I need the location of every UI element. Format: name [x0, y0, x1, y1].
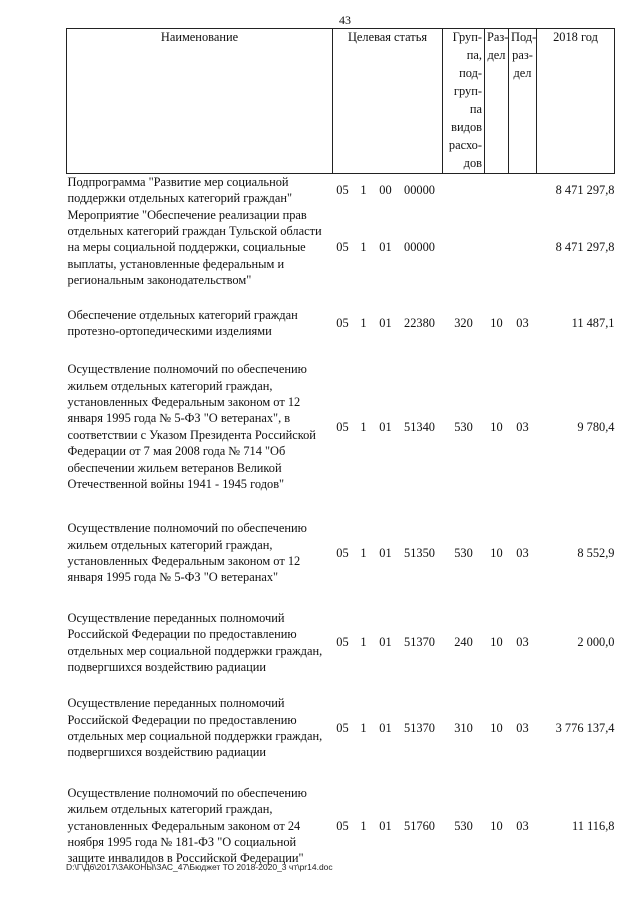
row-target-subprogram: 1: [360, 635, 367, 650]
header-podrazdel: Под- раз- дел: [509, 29, 537, 174]
row-target-event: 00: [379, 183, 392, 198]
table-row: [67, 520, 615, 586]
row-spacer: [67, 339, 615, 361]
row-razdel: 10: [490, 818, 503, 833]
budget-table: [66, 28, 615, 867]
row-target-direction: 51760: [404, 818, 435, 833]
row-razdel: 10: [490, 419, 503, 434]
row-target-event: 01: [379, 720, 392, 735]
row-spacer: [67, 586, 615, 610]
row-name: Осуществление полномочий по обеспечению жильем отдельных категорий граждан, установленных Федеральным законом от 12 января 1995 года № 5-ФЗ "О ветеранах", в соответствии с Указом Президента Российской Федерации от 7 мая 2008 года № 714 "Об обеспечении жильем ветеранов Великой Отечественной войны 1941 - 1945 годов": [67, 362, 316, 491]
row-target-subprogram: 1: [360, 419, 367, 434]
row-target-program: 05: [336, 183, 349, 198]
row-target-program: 05: [336, 545, 349, 560]
row-amount-2018: 9 780,4: [577, 419, 615, 434]
header-group: Груп- па, под- груп- па видов расхо- дов: [443, 29, 485, 174]
row-target-event: 01: [379, 315, 392, 330]
row-target-program: 05: [336, 720, 349, 735]
row-amount-2018: 8 471 297,8: [555, 183, 615, 198]
row-target-direction: 51370: [404, 635, 435, 650]
row-amount-2018: 11 116,8: [572, 818, 615, 833]
row-target-event: 01: [379, 240, 392, 255]
row-razdel: [485, 173, 509, 206]
row-target-direction: 51340: [404, 419, 435, 434]
row-target-direction: 00000: [404, 183, 435, 198]
row-target-subprogram: 1: [360, 183, 367, 198]
row-podrazdel: [509, 207, 537, 289]
row-name: Подпрограмма "Развитие мер социальной поддержки отдельных категорий граждан": [67, 174, 293, 206]
row-podrazdel: 03: [516, 315, 529, 330]
row-spacer: [67, 492, 615, 520]
row-amount-2018: 3 776 137,4: [555, 720, 615, 735]
table-row: [67, 173, 615, 206]
row-razdel: 10: [490, 545, 503, 560]
row-expense-group: 530: [454, 545, 473, 560]
row-podrazdel: 03: [516, 635, 529, 650]
row-target-event: 01: [379, 818, 392, 833]
table-row: [67, 307, 615, 340]
row-expense-group: 310: [454, 720, 473, 735]
table-row: [67, 695, 615, 761]
row-target-program: 05: [336, 315, 349, 330]
table-row: [67, 207, 615, 289]
row-amount-2018: 8 552,9: [577, 545, 615, 560]
row-name: Осуществление полномочий по обеспечению жильем отдельных категорий граждан, установленных Федеральным законом от 12 января 1995 года № 5-ФЗ "О ветеранах": [67, 521, 307, 585]
footer-file-path: D:\Г\Д6\2017\ЗАКОНЫ\ЗАС_47\Бюджет ТО 2018-2020_3 чт\pr14.doc: [66, 862, 333, 872]
row-podrazdel: [509, 173, 537, 206]
row-podrazdel: 03: [516, 818, 529, 833]
row-spacer: [67, 761, 615, 785]
row-name: Мероприятие "Обеспечение реализации прав отдельных категорий граждан Тульской области на меры социальной поддержки, социальные выплаты, установленные федеральным и региональным законодательством": [67, 207, 322, 288]
row-target-program: 05: [336, 635, 349, 650]
row-razdel: 10: [490, 635, 503, 650]
row-target-event: 01: [379, 419, 392, 434]
row-amount-2018: 11 487,1: [571, 315, 615, 330]
row-razdel: [485, 207, 509, 289]
row-podrazdel: 03: [516, 720, 529, 735]
row-name: Осуществление переданных полномочий Российской Федерации по предоставлению отдельных мер социальной поддержки граждан, подвергшихся воздействию радиации: [67, 610, 323, 674]
row-target-program: 05: [336, 240, 349, 255]
table-row: [67, 361, 615, 492]
row-target-event: 01: [379, 545, 392, 560]
row-expense-group: [443, 173, 485, 206]
row-expense-group: 530: [454, 818, 473, 833]
row-target-direction: 00000: [404, 240, 435, 255]
row-target-subprogram: 1: [360, 315, 367, 330]
row-target-subprogram: 1: [360, 545, 367, 560]
row-spacer: [67, 675, 615, 695]
row-target-direction: 22380: [404, 315, 435, 330]
row-podrazdel: 03: [516, 419, 529, 434]
table-row: [67, 610, 615, 676]
table-row: [67, 785, 615, 867]
table-body: [67, 173, 615, 866]
row-name: Осуществление полномочий по обеспечению жильем отдельных категорий граждан, установленных Федеральным законом от 24 ноября 1995 года № 181-ФЗ "О социальной защите инвалидов в Российской Федерации": [67, 785, 307, 866]
row-name: Обеспечение отдельных категорий граждан протезно-ортопедическими изделиями: [67, 307, 298, 338]
row-spacer: [67, 289, 615, 307]
row-target-subprogram: 1: [360, 240, 367, 255]
header-name: Наименование: [67, 29, 333, 174]
row-target-subprogram: 1: [360, 818, 367, 833]
header-razdel: Раз- дел: [485, 29, 509, 174]
row-expense-group: [443, 207, 485, 289]
header-year: 2018 год: [537, 29, 615, 174]
row-expense-group: 320: [454, 315, 473, 330]
row-podrazdel: 03: [516, 545, 529, 560]
row-expense-group: 240: [454, 635, 473, 650]
row-target-subprogram: 1: [360, 720, 367, 735]
row-amount-2018: 2 000,0: [577, 635, 615, 650]
row-target-program: 05: [336, 818, 349, 833]
row-target-direction: 51370: [404, 720, 435, 735]
row-target-direction: 51350: [404, 545, 435, 560]
page-number: 43: [339, 13, 351, 27]
row-name: Осуществление переданных полномочий Российской Федерации по предоставлению отдельных мер социальной поддержки граждан, подвергшихся воздействию радиации: [67, 696, 323, 760]
row-target-program: 05: [336, 419, 349, 434]
row-razdel: 10: [490, 315, 503, 330]
row-expense-group: 530: [454, 419, 473, 434]
row-target-event: 01: [379, 635, 392, 650]
header-target: Целевая статья: [333, 29, 443, 174]
table-header: [67, 29, 615, 174]
row-amount-2018: 8 471 297,8: [555, 240, 615, 255]
row-razdel: 10: [490, 720, 503, 735]
